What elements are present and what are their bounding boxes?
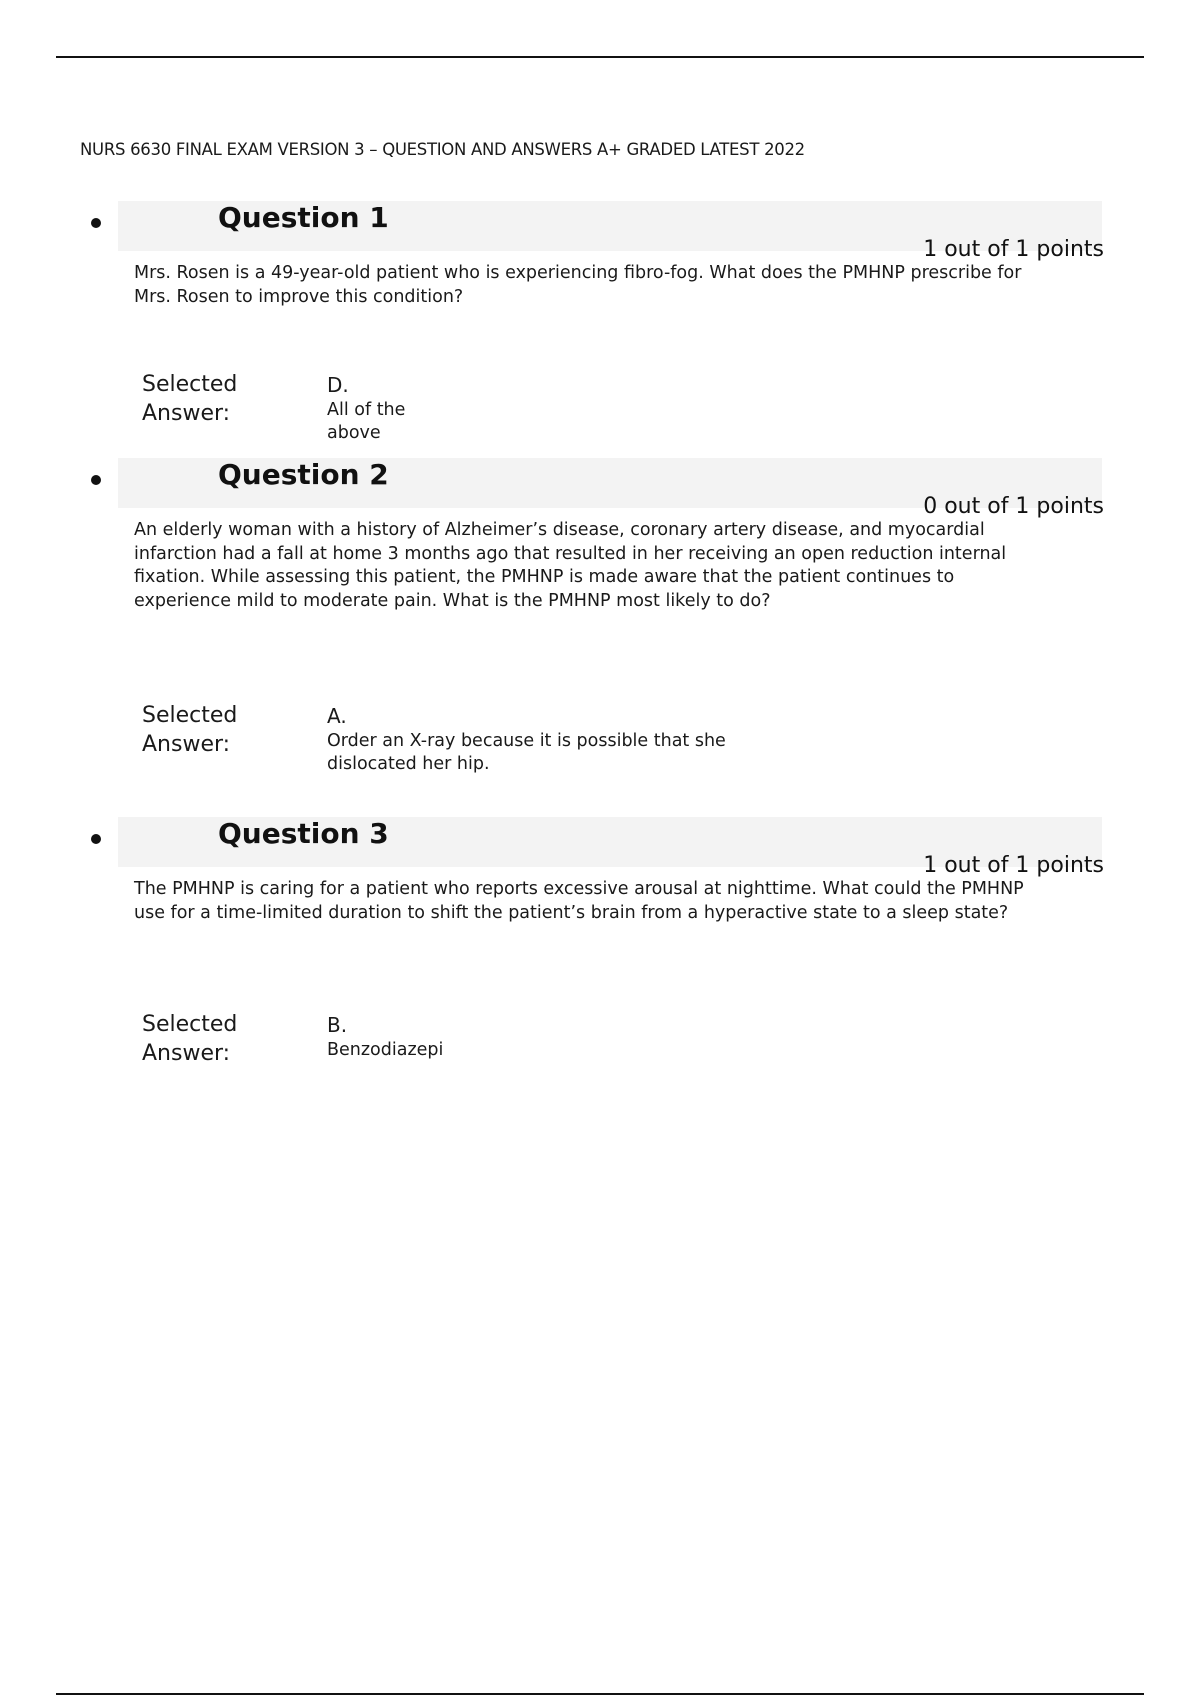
selected-answer-label: Selected Answer:	[142, 703, 238, 757]
answer-letter: A.	[327, 704, 347, 728]
question-text: An elderly woman with a history of Alzheimer’s disease, coronary artery disease, and myocardial infarction had a fall at home 3 months ago that resulted in her receiving an open reduction internal fixation. While assessing this patient, the PMHNP is made aware that the patient continues to experience mild to moderate pain. What is the PMHNP most likely to do?	[134, 520, 1007, 611]
bullet-icon	[91, 218, 101, 228]
question-points: 1 out of 1 points	[923, 237, 1104, 262]
question-2	[0, 458, 1200, 788]
bullet-icon	[91, 475, 101, 485]
answer-text: Benzodiazepi	[327, 1040, 444, 1060]
question-text: Mrs. Rosen is a 49-year-old patient who is experiencing fibro-fog. What does the PMHNP prescribe for Mrs. Rosen to improve this condition?	[134, 263, 1022, 307]
question-1	[0, 201, 1200, 451]
selected-answer-label: Selected Answer:	[142, 372, 238, 426]
answer-letter: D.	[327, 373, 349, 397]
selected-answer-label: Selected Answer:	[142, 1012, 238, 1066]
answer-text: All of the above	[327, 400, 406, 443]
question-3	[0, 817, 1200, 1077]
question-heading: Question 2	[218, 458, 389, 491]
question-points: 0 out of 1 points	[923, 494, 1104, 519]
question-points: 1 out of 1 points	[923, 853, 1104, 878]
answer-letter: B.	[327, 1013, 348, 1037]
question-text: The PMHNP is caring for a patient who reports excessive arousal at nighttime. What could the PMHNP use for a time-limited duration to shift the patient’s brain from a hyperactive state to a sleep state?	[134, 879, 1024, 923]
bullet-icon	[91, 834, 101, 844]
document-title: NURS 6630 FINAL EXAM VERSION 3 – QUESTION AND ANSWERS A+ GRADED LATEST 2022	[80, 140, 805, 159]
bottom-rule	[56, 1693, 1144, 1695]
question-heading: Question 3	[218, 817, 389, 850]
question-heading: Question 1	[218, 201, 389, 234]
answer-text: Order an X-ray because it is possible that she dislocated her hip.	[327, 731, 726, 774]
top-rule	[56, 56, 1144, 58]
